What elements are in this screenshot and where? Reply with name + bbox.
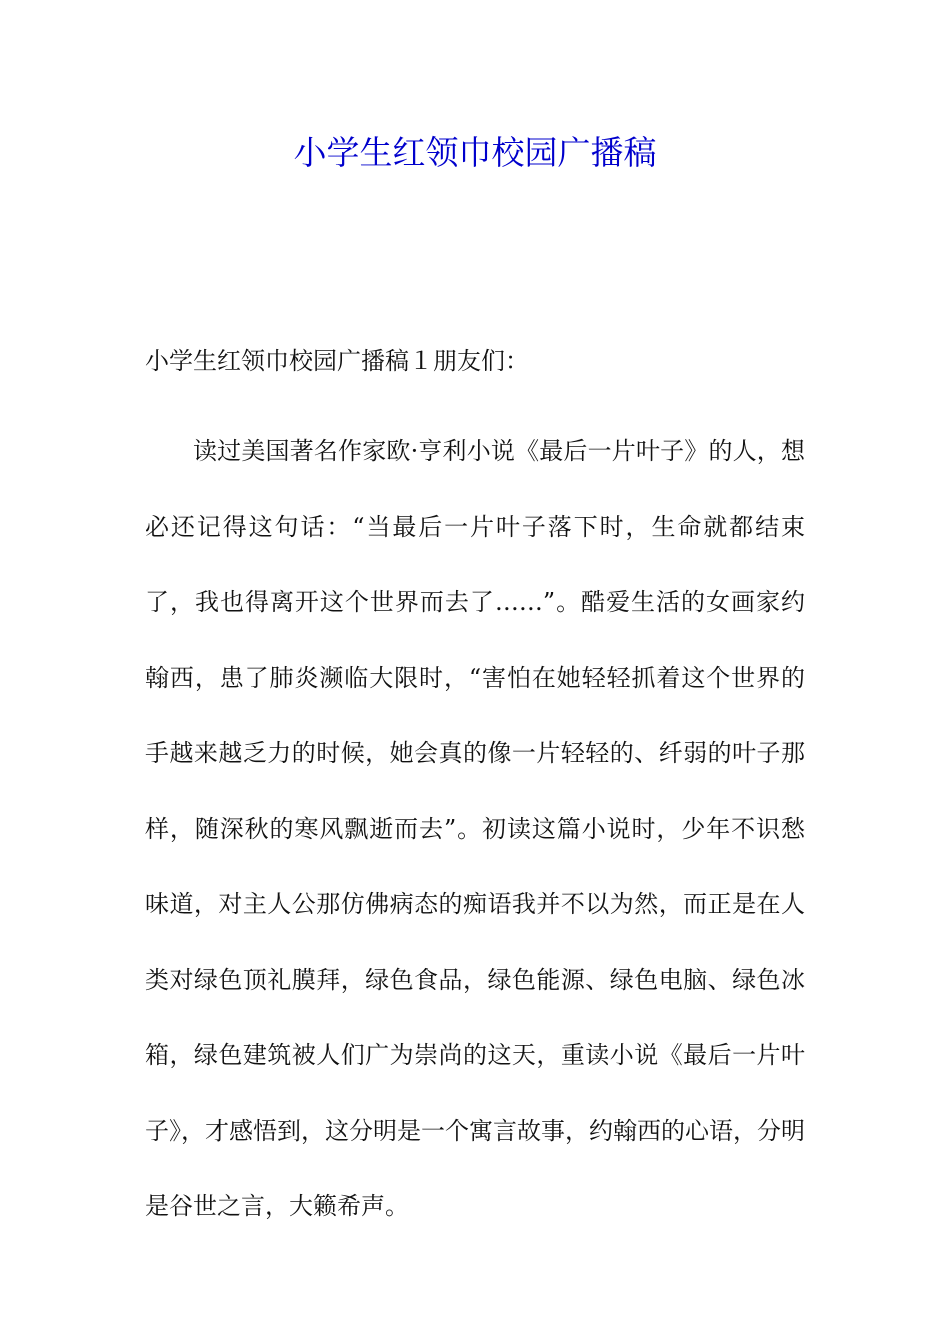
document-title: 小学生红领巾校园广播稿: [293, 133, 657, 172]
speech-heading-line: 小学生红领巾校园广播稿１朋友们：: [145, 347, 529, 375]
body-paragraph: 读过美国著名作家欧·亨利小说《最后一片叶子》的人，想必还记得这句话：“当最后一片叶子落下时，生命就都结束了，我也得离开这个世界而去了……”。酷爱生活的女画家约翰西，患了肺炎濒临大限时，“害怕在她轻轻抓着这个世界的手越来越乏力的时候，她会真的像一片轻轻的、纤弱的叶子那样，随深秋的寒风飘逝而去”。初读这篇小说时，少年不识愁味道，对主人公那仿佛病态的痴语我并不以为然，而正是在人类对绿色顶礼膜拜，绿色食品，绿色能源、绿色电脑、绿色冰箱，绿色建筑被人们广为崇尚的这天，重读小说《最后一片叶子》，才感悟到，这分明是一个寓言故事，约翰西的心语，分明是谷世之言，大籁希声。: [145, 437, 805, 1220]
